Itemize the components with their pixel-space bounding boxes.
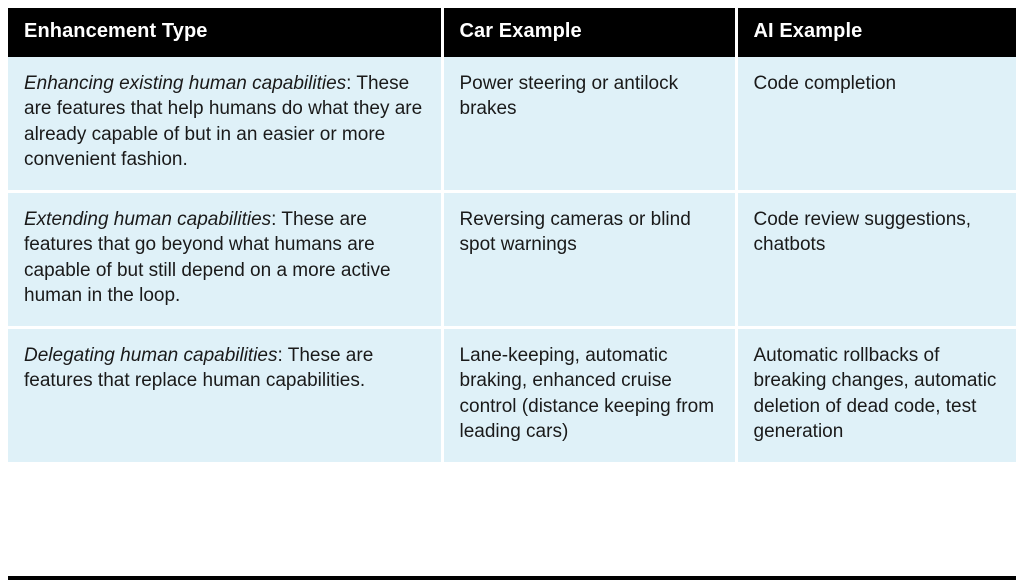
table-row — [8, 328, 1016, 463]
cell-car-example: Power steering or antilock brakes — [442, 57, 736, 192]
cell-ai-example: Code review suggestions, chatbots — [736, 192, 1016, 328]
cell-ai-example: Automatic rollbacks of breaking changes, automatic deletion of dead code, test generation — [736, 328, 1016, 463]
column-header-enhancement-type: Enhancement Type — [8, 8, 442, 57]
cell-enhancement-type — [8, 57, 442, 192]
cell-enhancement-type — [8, 328, 442, 463]
enhancement-description: : These are features that replace human capabilities. — [24, 345, 374, 392]
column-header-ai-example: AI Example — [736, 8, 1016, 57]
enhancement-type-table — [8, 8, 1016, 462]
column-header-car-example: Car Example — [442, 8, 736, 57]
enhancement-term: Enhancing existing human capabilities — [24, 73, 347, 94]
enhancement-term: Delegating human capabilities — [24, 345, 278, 367]
enhancement-description: : These are features that help humans do what they are already capable of but in an easier or more convenient fashion. — [24, 73, 423, 170]
cell-ai-example: Code completion — [736, 57, 1016, 192]
table-row — [8, 57, 1016, 192]
enhancement-term: Extending human capabilities — [24, 209, 272, 231]
table-body — [8, 57, 1016, 462]
table-row — [8, 192, 1016, 328]
cell-enhancement-type — [8, 192, 442, 328]
bottom-divider — [8, 576, 1016, 580]
enhancement-description: : These are features that go beyond what humans are capable of but still depend on a more active human in the loop. — [24, 209, 391, 306]
cell-car-example: Reversing cameras or blind spot warnings — [442, 192, 736, 328]
table-header — [8, 8, 1016, 57]
cell-car-example: Lane-keeping, automatic braking, enhanced cruise control (distance keeping from leading cars) — [442, 328, 736, 463]
table-header-row — [8, 8, 1016, 57]
